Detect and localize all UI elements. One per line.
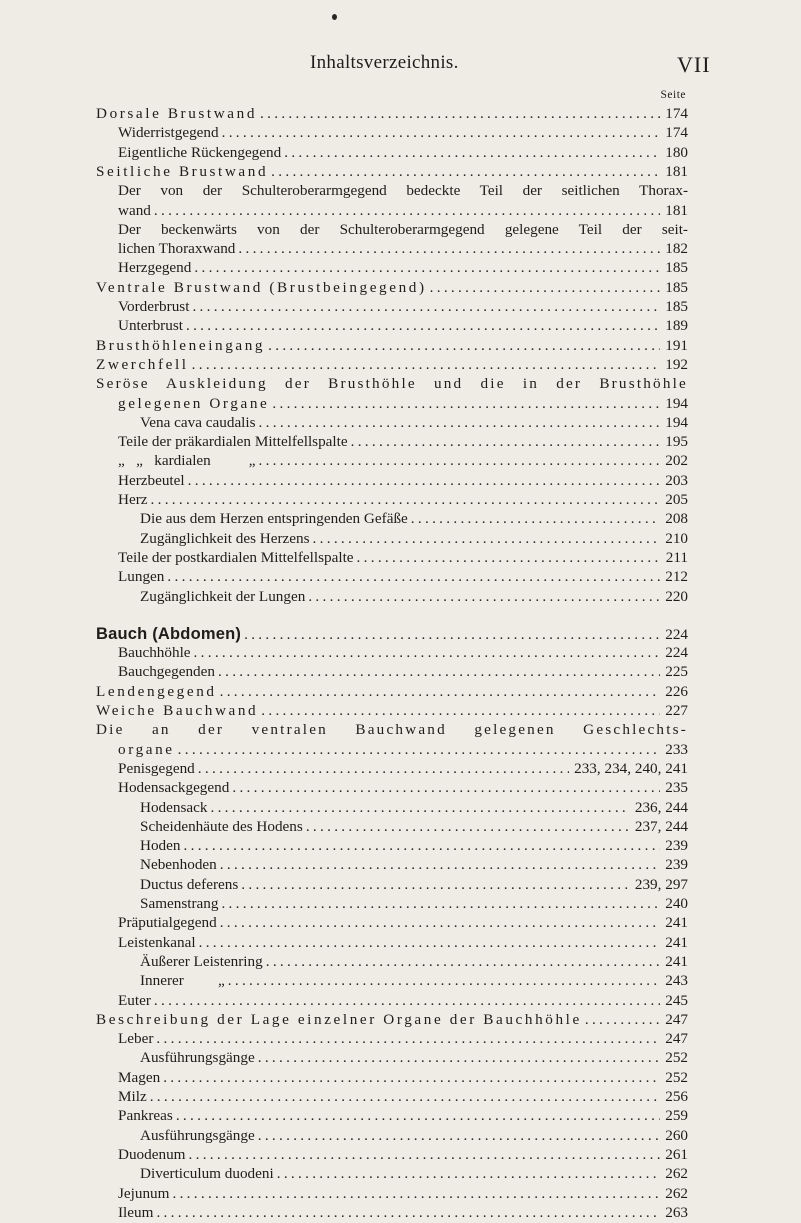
toc-dot-leader xyxy=(218,894,660,914)
toc-entry-title: Unterbrust xyxy=(118,317,183,335)
toc-entry xyxy=(96,104,688,124)
toc-entry-title: Leistenkanal xyxy=(118,933,196,951)
toc-page-number: 241 xyxy=(665,952,688,970)
toc-entry xyxy=(140,875,688,895)
toc-entry xyxy=(118,759,688,779)
toc-dot-leader xyxy=(195,759,569,779)
toc-entry-title: Weiche Bauchwand xyxy=(96,702,259,719)
toc-entry-title: Der von der Schulteroberarmgegend bedeckte Teil der seitlichen Thorax- xyxy=(118,182,688,200)
toc-entry xyxy=(118,490,688,510)
toc-entry xyxy=(118,933,688,953)
toc-entry-title: Leber xyxy=(118,1030,154,1048)
toc-page-number: 243 xyxy=(665,972,688,990)
toc-dot-leader xyxy=(189,297,660,317)
toc-entry xyxy=(118,297,688,317)
toc-dot-leader xyxy=(258,701,660,721)
toc-page-number: 194 xyxy=(665,394,688,412)
toc-entry xyxy=(118,220,688,240)
toc-entry-title: Eigentliche Rückengegend xyxy=(118,143,282,161)
toc-entry-title: Samenstrang xyxy=(140,895,219,912)
toc-entry xyxy=(140,952,688,972)
toc-dot-leader xyxy=(256,413,661,433)
toc-dot-leader xyxy=(191,258,660,278)
toc-dot-leader xyxy=(427,278,661,298)
toc-dot-leader xyxy=(181,836,661,856)
toc-entry xyxy=(140,413,688,433)
toc-dot-leader xyxy=(189,355,661,375)
toc-entry xyxy=(118,123,688,143)
toc-dot-leader xyxy=(354,548,661,568)
toc-dot-leader xyxy=(207,798,629,818)
toc-entry-title: Die aus dem Herzen entspringenden Gefäße xyxy=(140,510,408,528)
toc-dot-leader xyxy=(305,587,660,607)
toc-entry-title: organe xyxy=(118,740,175,758)
toc-dot-leader xyxy=(191,643,661,663)
toc-entry xyxy=(118,567,688,587)
toc-page-number: 180 xyxy=(665,143,688,161)
toc-entry-title: Lungen xyxy=(118,568,165,586)
toc-entry-title: Ausführungsgänge xyxy=(140,1049,255,1067)
toc-entry xyxy=(140,1164,688,1184)
toc-entry xyxy=(118,778,688,798)
toc-page-number: 261 xyxy=(665,1145,688,1163)
toc-dot-leader xyxy=(263,952,661,972)
toc-entry-title: Penisgegend xyxy=(118,759,195,777)
toc-page-number: 262 xyxy=(665,1165,688,1183)
toc-entry xyxy=(118,1087,688,1107)
toc-entry xyxy=(96,682,688,702)
toc-entry xyxy=(96,162,688,182)
toc-page-number: 210 xyxy=(665,529,688,547)
toc-entry-title: Duodenum xyxy=(118,1145,186,1163)
toc-page-number: 227 xyxy=(665,702,688,719)
toc-entry xyxy=(140,971,688,991)
toc-entry-title: Hodensack xyxy=(140,798,208,816)
toc-dot-leader xyxy=(151,991,660,1011)
toc-page-number: 220 xyxy=(665,587,688,605)
toc-entry-title: gelegenen Organe xyxy=(118,394,270,412)
toc-dot-leader xyxy=(281,143,660,163)
toc-entry-title: Herzbeutel xyxy=(118,471,185,489)
toc-entry-title: wand xyxy=(118,201,151,219)
toc-entry xyxy=(118,1068,688,1088)
toc-entry xyxy=(118,451,688,471)
toc-page-number: 185 xyxy=(665,278,688,296)
toc-entry xyxy=(118,239,688,259)
toc-page-number: 233 xyxy=(665,740,688,758)
toc-dot-leader xyxy=(183,316,660,336)
toc-entry xyxy=(118,316,688,336)
toc-page-number: 247 xyxy=(665,1010,688,1028)
toc-dot-leader xyxy=(215,662,660,682)
toc-page-number: 241 xyxy=(665,914,688,932)
toc-dot-leader xyxy=(348,432,661,452)
toc-dot-leader xyxy=(408,509,660,529)
toc-entry-title: Bauch (Abdomen) xyxy=(96,624,242,643)
toc-dot-leader xyxy=(153,1203,660,1223)
toc-page-number: 182 xyxy=(665,240,688,258)
toc-entry xyxy=(118,181,688,201)
toc-entry-title: Beschreibung der Lage einzelner Organe der Bauchhöhle xyxy=(96,1010,582,1028)
toc-entry xyxy=(140,1048,688,1068)
toc-entry-title: Teile der präkardialen Mittelfellspalte xyxy=(118,433,348,451)
toc-entry-title: Diverticulum duodeni xyxy=(140,1165,274,1183)
toc-entry xyxy=(96,374,688,394)
toc-dot-leader xyxy=(217,682,661,702)
toc-entry-title: Brusthöhleneingang xyxy=(96,336,266,354)
toc-entry-title: lichen Thoraxwand xyxy=(118,240,236,258)
toc-entry xyxy=(118,1203,688,1223)
toc-entry-title: Herz xyxy=(118,491,148,508)
toc-entry-title: Bauchgegenden xyxy=(118,663,215,681)
toc-page-number: 252 xyxy=(665,1068,688,1086)
toc-page-number: 174 xyxy=(665,105,688,122)
toc-dot-leader xyxy=(175,740,661,760)
toc-dot-leader xyxy=(303,817,630,837)
toc-dot-leader xyxy=(255,451,660,471)
toc-dot-leader xyxy=(238,875,630,895)
toc-dot-leader xyxy=(255,1126,660,1146)
toc-entry-title: Ventrale Brustwand (Brustbeingegend) xyxy=(96,278,427,296)
toc-dot-leader xyxy=(235,239,660,259)
toc-page-number: 233, 234, 240, 241 xyxy=(574,759,688,777)
toc-page-number: 262 xyxy=(665,1184,688,1202)
toc-page-number: 263 xyxy=(665,1203,688,1221)
toc-entry-title: Magen xyxy=(118,1068,161,1086)
toc-page-number: 185 xyxy=(665,259,688,277)
toc-dot-leader xyxy=(160,1068,660,1088)
page-column-label: Seite xyxy=(660,89,686,101)
toc-dot-leader xyxy=(268,162,660,182)
toc-entry-title: Herzgegend xyxy=(118,259,192,277)
toc-entry xyxy=(118,394,688,414)
toc-dot-leader xyxy=(229,778,660,798)
toc-entry xyxy=(140,817,688,837)
toc-dot-leader xyxy=(173,1106,660,1126)
toc-page-number: 189 xyxy=(665,317,688,335)
toc-page-number: 252 xyxy=(665,1049,688,1067)
toc-entry-title: Euter xyxy=(118,991,151,1009)
toc-page-number: 245 xyxy=(665,991,688,1009)
toc-page-number: 225 xyxy=(665,663,688,681)
toc-page-number: 239 xyxy=(665,856,688,874)
toc-entry-title: Seröse Auskleidung der Brusthöhle und die in der Brusthöhle xyxy=(96,375,688,393)
toc-entry xyxy=(118,662,688,682)
toc-entry-title: Dorsale Brustwand xyxy=(96,105,258,122)
toc-entry-title: Innerer „ xyxy=(140,972,225,990)
toc-entry-title: Vena cava caudalis xyxy=(140,413,256,431)
toc-dot-leader xyxy=(186,1145,661,1165)
toc-entry-title: „ „ kardialen „ xyxy=(118,452,256,470)
toc-page-number: 240 xyxy=(665,895,688,912)
toc-entry xyxy=(96,701,688,721)
toc-dot-leader xyxy=(147,1087,661,1107)
toc-entry xyxy=(118,913,688,933)
toc-dot-leader xyxy=(265,336,660,356)
toc-page-number: 205 xyxy=(665,491,688,508)
toc-dot-leader xyxy=(310,529,661,549)
toc-entry-title: Präputialgegend xyxy=(118,914,217,932)
toc-entry-title: Teile der postkardialen Mittelfellspalte xyxy=(118,548,354,566)
toc-entry-title: Ductus deferens xyxy=(140,875,239,893)
toc-entry xyxy=(96,336,688,356)
toc-entry xyxy=(118,258,688,278)
toc-entry xyxy=(140,1126,688,1146)
toc-entry-title: Seitliche Brustwand xyxy=(96,162,269,180)
toc-entry xyxy=(118,432,688,452)
toc-page-number: 192 xyxy=(665,355,688,373)
toc-dot-leader xyxy=(241,625,660,645)
toc-dot-leader xyxy=(582,1010,660,1030)
toc-entry xyxy=(140,798,688,818)
toc-entry xyxy=(118,548,688,568)
toc-page-number: 191 xyxy=(665,336,688,354)
toc-dot-leader xyxy=(274,1164,661,1184)
toc-entry xyxy=(96,624,688,644)
toc-page-number: 226 xyxy=(665,682,688,700)
toc-page-number: 241 xyxy=(665,933,688,951)
toc-page-number: 208 xyxy=(665,510,688,528)
toc-page-number: 203 xyxy=(665,471,688,489)
toc-entry-title: Vorderbrust xyxy=(118,298,190,315)
print-mark xyxy=(332,14,337,20)
toc-entry-title: Äußerer Leistenring xyxy=(140,952,263,970)
toc-dot-leader xyxy=(185,471,661,491)
toc-entry xyxy=(140,509,688,529)
toc-page-number: 236, 244 xyxy=(634,798,688,816)
toc-entry-title: Der beckenwärts von der Schulteroberarmgegend gelegene Teil der seit- xyxy=(118,220,688,238)
toc-page-number: 195 xyxy=(665,433,688,451)
toc-page-number: 194 xyxy=(665,413,688,431)
toc-entry xyxy=(140,587,688,607)
toc-page-number: 224 xyxy=(665,625,688,643)
toc-entry-title: Zugänglichkeit der Lungen xyxy=(140,587,306,605)
toc-entry xyxy=(118,1029,688,1049)
toc-page-number: 212 xyxy=(665,568,688,586)
toc-dot-leader xyxy=(255,1048,660,1068)
toc-entry-title: Pankreas xyxy=(118,1107,173,1125)
toc-page-number: 239, 297 xyxy=(634,875,688,893)
toc-page-number: 174 xyxy=(665,124,688,142)
toc-entry-title: Milz xyxy=(118,1088,147,1105)
toc-entry-title: Ausführungsgänge xyxy=(140,1126,255,1144)
toc-dot-leader xyxy=(148,490,661,510)
toc-entry-title: Die an der ventralen Bauchwand gelegenen Geschlechts- xyxy=(96,721,688,739)
toc-entry-title: Scheidenhäute des Hodens xyxy=(140,817,303,835)
toc-dot-leader xyxy=(153,1029,660,1049)
toc-entry xyxy=(140,529,688,549)
toc-page-number: 239 xyxy=(665,837,688,855)
page-number: VII xyxy=(677,52,711,77)
toc-dot-leader xyxy=(225,971,660,991)
toc-dot-leader xyxy=(164,567,660,587)
toc-entry-title: Ileum xyxy=(118,1203,154,1221)
toc-dot-leader xyxy=(217,913,661,933)
toc-entry-title: Bauchhöhle xyxy=(118,644,191,662)
toc-entry xyxy=(118,1145,688,1165)
toc-dot-leader xyxy=(151,201,660,221)
toc-dot-leader xyxy=(269,394,660,414)
toc-dot-leader xyxy=(257,104,660,124)
toc-entry xyxy=(96,720,688,740)
toc-entry xyxy=(118,991,688,1011)
toc-entry xyxy=(118,201,688,221)
toc-dot-leader xyxy=(219,123,661,143)
toc-page-number: 260 xyxy=(665,1126,688,1144)
toc-entry-title: Nebenhoden xyxy=(140,856,217,874)
toc-entry xyxy=(118,143,688,163)
toc-entry xyxy=(118,740,688,760)
toc-entry xyxy=(140,855,688,875)
toc-entry-title: Zugänglichkeit des Herzens xyxy=(140,529,310,547)
page-header xyxy=(0,52,801,82)
toc-entry xyxy=(96,278,688,298)
toc-page-number: 181 xyxy=(665,162,688,180)
toc-entry-title: Hoden xyxy=(140,837,181,855)
toc-page-number: 181 xyxy=(665,201,688,219)
toc-page-number: 256 xyxy=(665,1088,688,1105)
toc-entry-title: Hodensackgegend xyxy=(118,779,230,797)
toc-page-number: 237, 244 xyxy=(634,817,688,835)
toc-entry-title: Jejunum xyxy=(118,1184,170,1202)
toc-entry xyxy=(140,836,688,856)
toc-page-number: 247 xyxy=(665,1030,688,1048)
toc-page-number: 224 xyxy=(665,644,688,662)
toc-entry-title: Zwerchfell xyxy=(96,355,189,373)
page-title: Inhaltsverzeichnis. xyxy=(310,52,459,73)
toc-entry xyxy=(96,1010,688,1030)
toc-dot-leader xyxy=(196,933,661,953)
toc-page-number: 211 xyxy=(665,548,688,566)
toc-entry xyxy=(96,355,688,375)
toc-page-number: 259 xyxy=(665,1107,688,1125)
toc-entry-title: Widerristgegend xyxy=(118,124,219,142)
toc-entry xyxy=(118,643,688,663)
toc-entry-title: Lendengegend xyxy=(96,682,217,700)
toc-entry xyxy=(118,1106,688,1126)
toc-page-number: 185 xyxy=(665,298,688,315)
toc-entry xyxy=(140,894,688,914)
toc-page-number: 235 xyxy=(665,779,688,797)
toc-page-number: 202 xyxy=(665,452,688,470)
toc-entry xyxy=(118,471,688,491)
toc-dot-leader xyxy=(217,855,660,875)
